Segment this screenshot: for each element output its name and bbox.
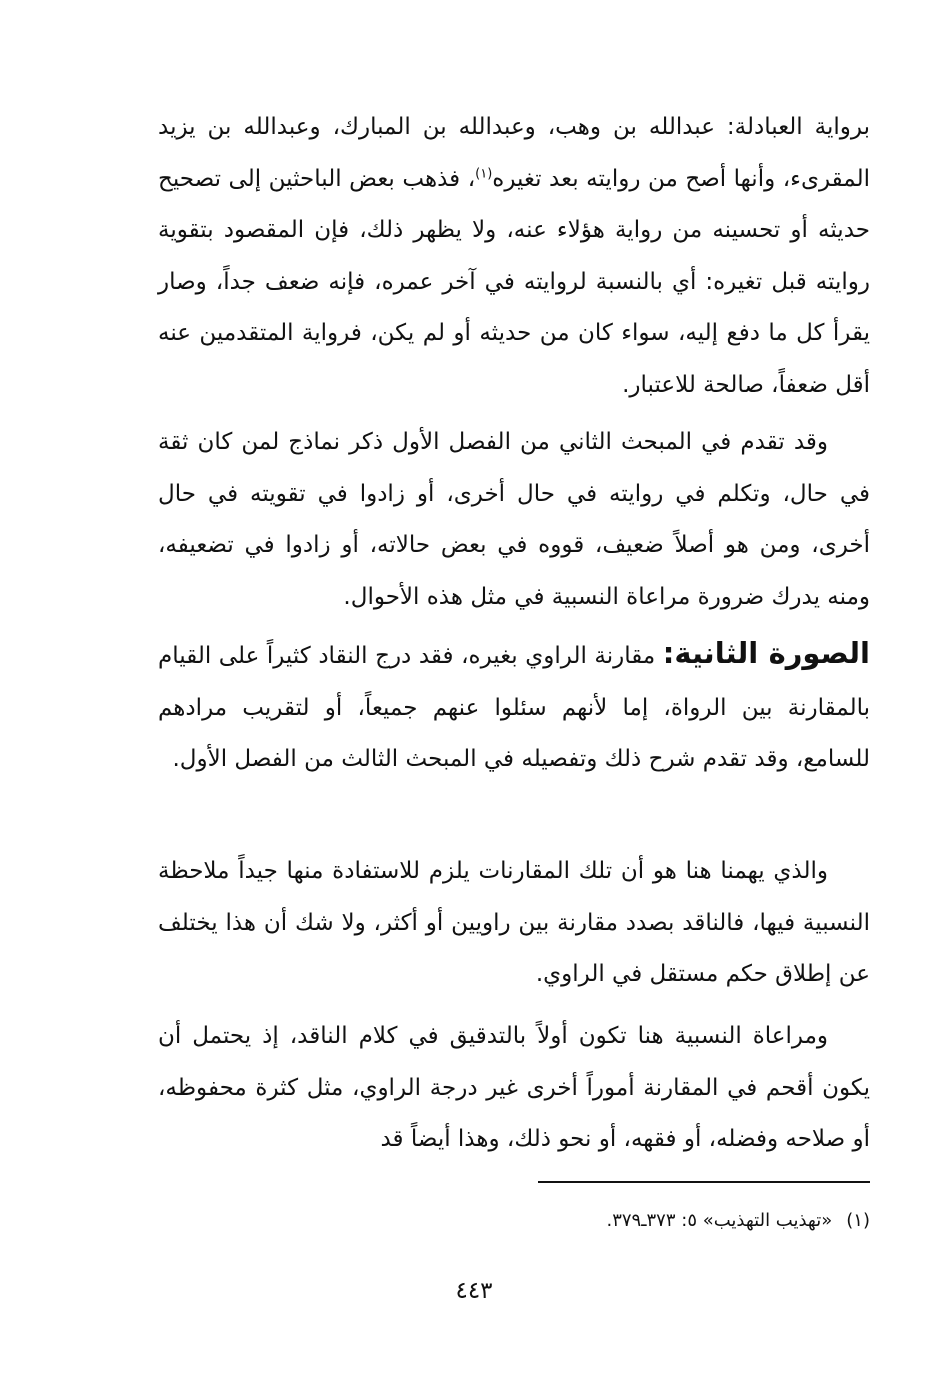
paragraph-3-text: مقارنة الراوي بغيره، فقد درج النقاد كثيراً على القيام بالمقارنة بين الرواة، إما لأنهم سئلوا عنهم جميعاً، أو لتقريب مرادهم للسامع، وقد تقدم شرح ذلك وتفصيله في المبحث الثالث من الفصل الأول. [158,643,870,772]
paragraph-1-text-end: ، فذهب بعض الباحثين إلى تصحيح حديثه أو تحسينه من رواية هؤلاء عنه، ولا يظهر ذلك، فإن المقصود بتقوية روايته قبل تغيره: أي بالنسبة لروايته في آخر عمره، فإنه ضعف جداً، وصار يقرأ كل ما دفع إليه، سواء كان من حديثه أو لم يكن، فرواية المتقدمين عنه أقل ضعفاً، صالحة للاعتبار. [158,165,870,398]
paragraph-2-text: وقد تقدم في المبحث الثاني من الفصل الأول ذكر نماذج لمن كان ثقة في حال، وتكلم في روايته في حال أخرى، أو زادوا في تقويته في حال أخرى، ومن هو أصلاً ضعيف، قووه في بعض حالاته، أو زادوا في تضعيفه، ومنه يدرك ضرورة مراعاة النسبية في مثل هذه الأحوال. [158,429,870,610]
section-heading: الصورة الثانية: [662,636,870,670]
paragraph-3 [158,628,870,786]
footnote [158,1208,870,1234]
footnote-text: «تهذيب التهذيب» ٥: ٣٧٣ـ٣٧٩. [606,1210,833,1231]
paragraph-1-text-start: برواية العبادلة: عبدالله بن وهب، وعبدالله بن المبارك، وعبدالله بن يزيد المقرىء، وأنها أصح من روايته بعد تغيره [158,114,871,192]
paragraph-2 [158,417,870,623]
paragraph-4 [158,846,870,1001]
page-number: ٤٤٣ [455,1278,493,1304]
paragraph-5-text: ومراعاة النسبية هنا تكون أولاً بالتدقيق في كلام الناقد، إذ يحتمل أن يكون أقحم في المقارنة أموراً أخرى غير درجة الراوي، مثل كثرة محفوظه، أو صلاحه وفضله، أو فقهه، أو نحو ذلك، وهذا أيضاً قد [158,1023,870,1152]
footnote-reference-marker[interactable]: (١) [475,165,493,181]
paragraph-5 [158,1011,870,1166]
footnote-divider [538,1181,870,1183]
paragraph-1 [158,102,870,411]
paragraph-4-text: والذي يهمنا هنا هو أن تلك المقارنات يلزم للاستفادة منها جيداً ملاحظة النسبية فيها، فالناقد بصدد مقارنة بين راويين أو أكثر، ولا شك أن هذا يختلف عن إطلاق حكم مستقل في الراوي. [158,858,870,987]
footnote-number: (١) [846,1210,870,1231]
